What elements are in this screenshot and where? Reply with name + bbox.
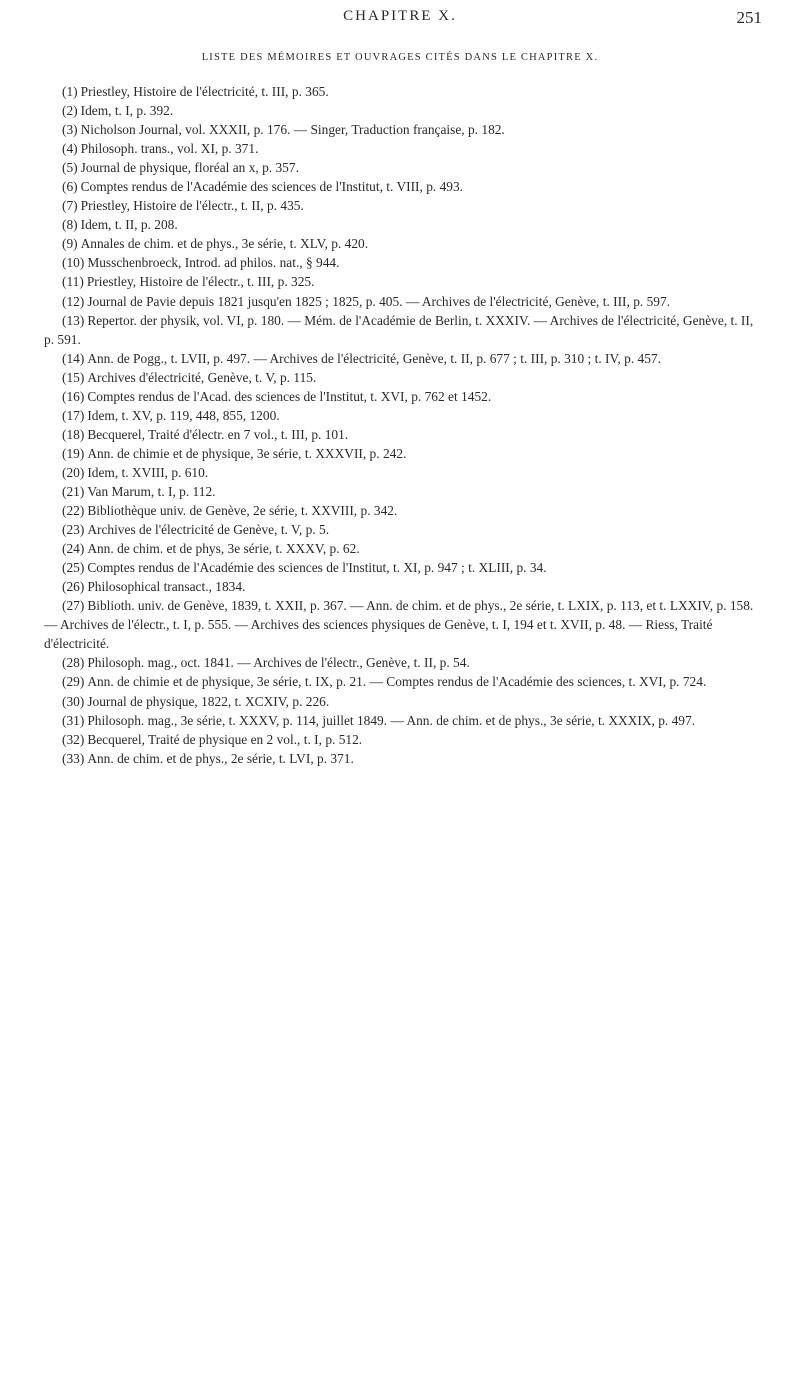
- reference-item: [44, 539, 766, 558]
- reference-text: Philosophical transact., 1834.: [87, 579, 246, 595]
- reference-text: Annales de chim. et de phys., 3e série, t. XLV, p. 420.: [80, 236, 369, 252]
- reference-text: Ann. de chim. et de phys, 3e série, t. XXXV, p. 62.: [87, 541, 360, 557]
- reference-number: (17): [62, 407, 85, 423]
- reference-number: (19): [62, 445, 85, 461]
- reference-text: Philosoph. mag., 3e série, t. XXXV, p. 114, juillet 1849. — Ann. de chim. et de phys., 3e série, t. XXXIX, p. 497.: [87, 712, 696, 728]
- reference-number: (14): [62, 350, 85, 366]
- reference-item: [44, 139, 766, 158]
- reference-number: (20): [62, 464, 85, 480]
- reference-item: [44, 672, 766, 691]
- reference-item: [44, 253, 766, 272]
- reference-text: Becquerel, Traité de physique en 2 vol., t. I, p. 512.: [87, 731, 363, 747]
- reference-number: (11): [62, 274, 84, 290]
- reference-item: [44, 272, 766, 291]
- reference-item: [44, 101, 766, 120]
- reference-text: Biblioth. univ. de Genève, 1839, t. XXII, p. 367. — Ann. de chim. et de phys., 2e série, t. LXIX, p. 113, et t. LXXIV, p. 158. — Archives de l'électr., t. I, p. 555. — Archives des sciences physiques de Genève, t. I, 194 et t. XVII, p. 48. — Riess, Traité d'électricité.: [44, 598, 754, 652]
- reference-item: [44, 406, 766, 425]
- reference-number: (8): [62, 217, 78, 233]
- reference-text: Philosoph. trans., vol. XI, p. 371.: [80, 141, 259, 157]
- reference-text: Van Marum, t. I, p. 112.: [87, 483, 216, 499]
- reference-item: [44, 82, 766, 101]
- reference-number: (4): [62, 141, 78, 157]
- page-number: 251: [736, 8, 762, 27]
- reference-item: [44, 177, 766, 196]
- reference-number: (16): [62, 388, 85, 404]
- reference-number: (9): [62, 236, 78, 252]
- reference-number: (33): [62, 750, 85, 766]
- reference-text: Musschenbroeck, Introd. ad philos. nat., § 944.: [87, 255, 340, 271]
- reference-item: [44, 463, 766, 482]
- reference-text: Bibliothèque univ. de Genève, 2e série, t. XXVIII, p. 342.: [87, 503, 398, 519]
- reference-text: Idem, t. II, p. 208.: [80, 217, 178, 233]
- reference-text: Archives de l'électricité de Genève, t. V, p. 5.: [87, 522, 330, 538]
- reference-number: (26): [62, 579, 85, 595]
- reference-number: (10): [62, 255, 85, 271]
- reference-item: [44, 692, 766, 711]
- reference-number: (30): [62, 693, 85, 709]
- reference-number: (22): [62, 503, 85, 519]
- reference-number: (31): [62, 712, 85, 728]
- reference-text: Idem, t. XV, p. 119, 448, 855, 1200.: [87, 407, 280, 423]
- reference-text: Priestley, Histoire de l'électr., t. III, p. 325.: [86, 274, 315, 290]
- reference-text: Idem, t. I, p. 392.: [80, 103, 174, 119]
- reference-text: Ann. de Pogg., t. LVII, p. 497. — Archives de l'électricité, Genève, t. II, p. 677 ; t. III, p. 310 ; t. IV, p. 457.: [87, 350, 661, 366]
- reference-text: Comptes rendus de l'Académie des sciences de l'Institut, t. VIII, p. 493.: [80, 179, 464, 195]
- reference-list: [44, 82, 766, 768]
- reference-item: [44, 558, 766, 577]
- reference-text: Priestley, Histoire de l'électricité, t. III, p. 365.: [80, 84, 329, 99]
- reference-number: (5): [62, 160, 78, 176]
- reference-item: [44, 501, 766, 520]
- reference-item: [44, 730, 766, 749]
- reference-item: [44, 311, 766, 349]
- reference-number: (27): [62, 598, 85, 614]
- section-title: LISTE DES MÉMOIRES ET OUVRAGES CITÉS DANS LE CHAPITRE X.: [201, 52, 599, 63]
- reference-item: [44, 349, 766, 368]
- reference-text: Repertor. der physik, vol. VI, p. 180. — Mém. de l'Académie de Berlin, t. XXXIV. — Archives de l'électricité, Genève, t. II, p. 591.: [44, 312, 754, 347]
- reference-text: Journal de physique, 1822, t. XCXIV, p. 226.: [87, 693, 330, 709]
- reference-number: (2): [62, 103, 78, 119]
- reference-text: Journal de Pavie depuis 1821 jusqu'en 1825 ; 1825, p. 405. — Archives de l'électricité, Genève, t. III, p. 597.: [87, 293, 671, 309]
- reference-number: (18): [62, 426, 85, 442]
- reference-text: Becquerel, Traité d'électr. en 7 vol., t. III, p. 101.: [87, 426, 349, 442]
- reference-item: [44, 653, 766, 672]
- reference-item: [44, 387, 766, 406]
- reference-text: Philosoph. mag., oct. 1841. — Archives de l'électr., Genève, t. II, p. 54.: [87, 655, 470, 671]
- reference-text: Ann. de chim. et de phys., 2e série, t. LVI, p. 371.: [87, 750, 354, 766]
- reference-item: [44, 711, 766, 730]
- reference-item: [44, 120, 766, 139]
- reference-item: [44, 520, 766, 539]
- reference-number: (3): [62, 122, 78, 138]
- reference-item: [44, 368, 766, 387]
- reference-text: Comptes rendus de l'Acad. des sciences de l'Institut, t. XVI, p. 762 et 1452.: [87, 388, 492, 404]
- page-header: [0, 8, 800, 32]
- reference-number: (28): [62, 655, 85, 671]
- running-head: CHAPITRE X.: [343, 8, 457, 24]
- reference-number: (29): [62, 674, 85, 690]
- reference-item: [44, 196, 766, 215]
- reference-number: (15): [62, 369, 85, 385]
- reference-text: Priestley, Histoire de l'électr., t. II, p. 435.: [80, 198, 304, 214]
- reference-text: Journal de physique, floréal an x, p. 357.: [80, 160, 299, 176]
- reference-text: Ann. de chimie et de physique, 3e série, t. XXXVII, p. 242.: [87, 445, 407, 461]
- reference-text: Archives d'électricité, Genève, t. V, p. 115.: [87, 369, 317, 385]
- reference-number: (1): [62, 84, 78, 99]
- reference-item: [44, 292, 766, 311]
- reference-item: [44, 425, 766, 444]
- reference-number: (25): [62, 560, 85, 576]
- reference-item: [44, 215, 766, 234]
- reference-number: (24): [62, 541, 85, 557]
- reference-item: [44, 234, 766, 253]
- reference-number: (13): [62, 312, 85, 328]
- reference-text: Nicholson Journal, vol. XXXII, p. 176. — Singer, Traduction française, p. 182.: [80, 122, 505, 138]
- reference-number: (12): [62, 293, 85, 309]
- reference-number: (6): [62, 179, 78, 195]
- reference-number: (32): [62, 731, 85, 747]
- reference-item: [44, 577, 766, 596]
- reference-number: (7): [62, 198, 78, 214]
- reference-item: [44, 444, 766, 463]
- reference-text: Ann. de chimie et de physique, 3e série, t. IX, p. 21. — Comptes rendus de l'Académie des sciences, t. XVI, p. 724.: [87, 674, 707, 690]
- reference-item: [44, 749, 766, 768]
- reference-item: [44, 482, 766, 501]
- reference-item: [44, 596, 766, 653]
- reference-number: (23): [62, 522, 85, 538]
- reference-text: Comptes rendus de l'Académie des sciences de l'Institut, t. XI, p. 947 ; t. XLIII, p. 34.: [87, 560, 547, 576]
- reference-item: [44, 158, 766, 177]
- reference-number: (21): [62, 483, 85, 499]
- reference-text: Idem, t. XVIII, p. 610.: [87, 464, 209, 480]
